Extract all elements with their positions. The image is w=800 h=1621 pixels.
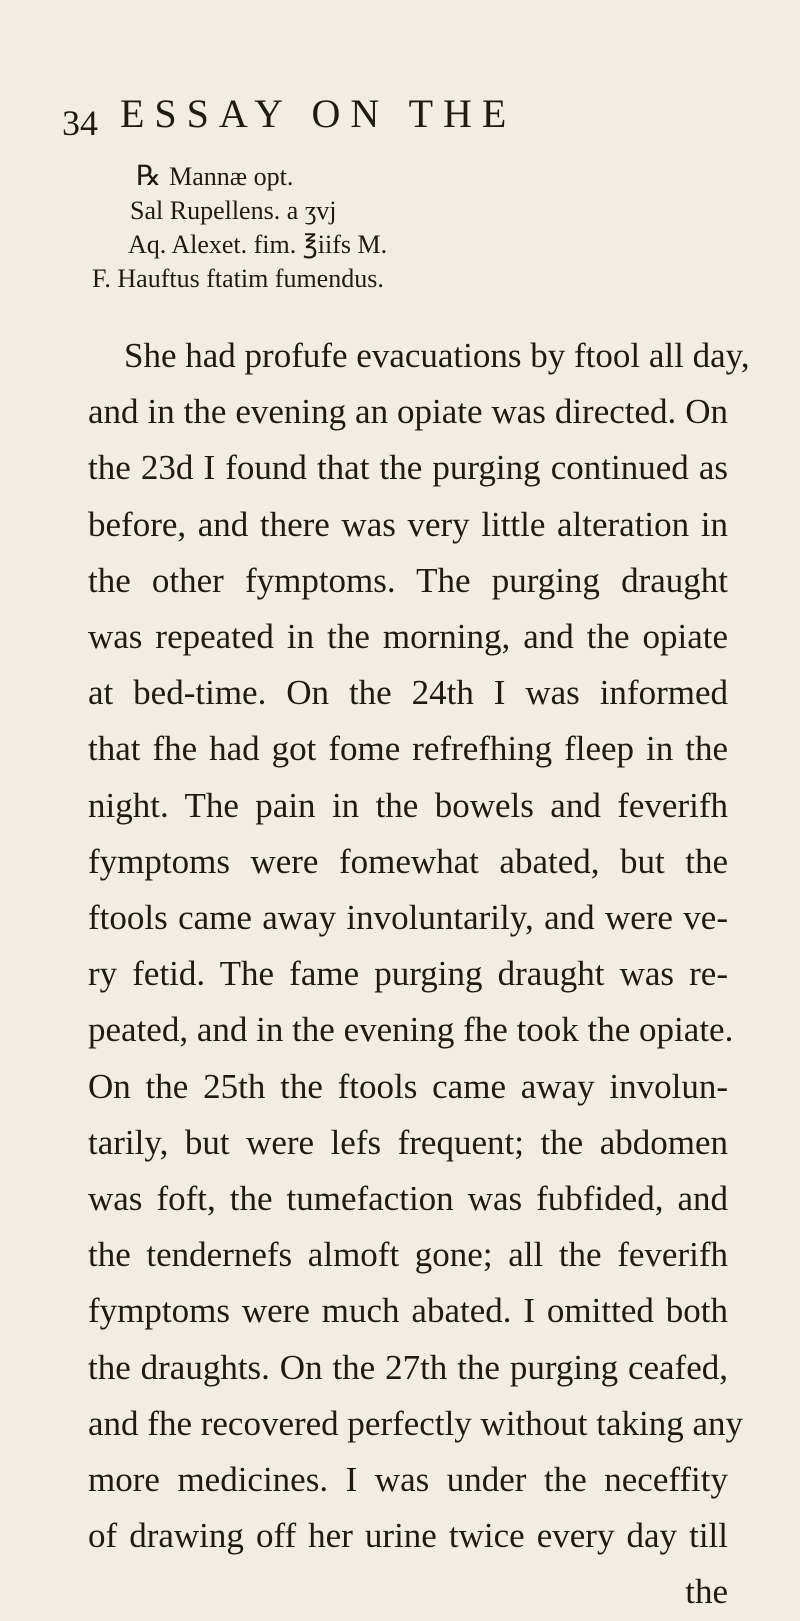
text-line: the tendernefs almoft gone; all the feverifh xyxy=(88,1235,728,1275)
prescription-line: Sal Rupellens. a ʒvj xyxy=(130,196,337,225)
text-line: peated, and in the evening fhe took the opiate. xyxy=(88,1010,734,1050)
text-line: fymptoms were much abated. I omitted both xyxy=(88,1291,728,1331)
prescription-text: Mannæ opt. xyxy=(169,162,294,191)
text-line: fymptoms were fomewhat abated, but the xyxy=(88,841,728,881)
prescription-line: F. Hauftus ftatim fumendus. xyxy=(92,264,384,293)
page-number: 34 xyxy=(62,103,98,143)
prescription-line xyxy=(136,160,387,194)
text-line: was foft, the tumefaction was fubfided, and xyxy=(88,1179,728,1219)
text-line: tarily, but were lefs frequent; the abdomen xyxy=(88,1122,728,1162)
running-head: ESSAY ON THE xyxy=(120,91,517,136)
text-line: before, and there was very little alteration in xyxy=(88,504,728,544)
text-line: at bed-time. On the 24th I was informed xyxy=(88,673,728,713)
catchword: the xyxy=(685,1572,728,1612)
text-line: night. The pain in the bowels and feverifh xyxy=(88,785,728,825)
text-line: She had profufe evacuations by ftool all day, xyxy=(124,336,750,375)
prescription-block xyxy=(92,160,387,296)
text-line: was repeated in the morning, and the opiate xyxy=(88,617,728,657)
body-paragraph xyxy=(88,328,750,1621)
text-line: the draughts. On the 27th the purging ceafed, xyxy=(88,1347,728,1387)
text-line: the other fymptoms. The purging draught xyxy=(88,560,728,600)
text-line: the 23d I found that the purging continued as xyxy=(88,448,728,488)
text-line: ftools came away involuntarily, and were ve- xyxy=(88,898,728,938)
text-line: of drawing off her urine twice every day till xyxy=(88,1516,728,1556)
text-line: ry fetid. The fame purging draught was re- xyxy=(88,954,728,994)
prescription-line: Aq. Alexet. fim. ℥iifs M. xyxy=(128,230,388,259)
recipe-symbol: ℞ xyxy=(136,161,162,192)
text-line: On the 25th the ftools came away involun- xyxy=(88,1066,728,1106)
text-line: and fhe recovered perfectly without taking any xyxy=(88,1403,744,1443)
text-line: and in the evening an opiate was directed. On xyxy=(88,392,728,432)
text-line: that fhe had got fome refrefhing fleep in the xyxy=(88,729,728,769)
text-line: more medicines. I was under the neceffity xyxy=(88,1460,728,1500)
